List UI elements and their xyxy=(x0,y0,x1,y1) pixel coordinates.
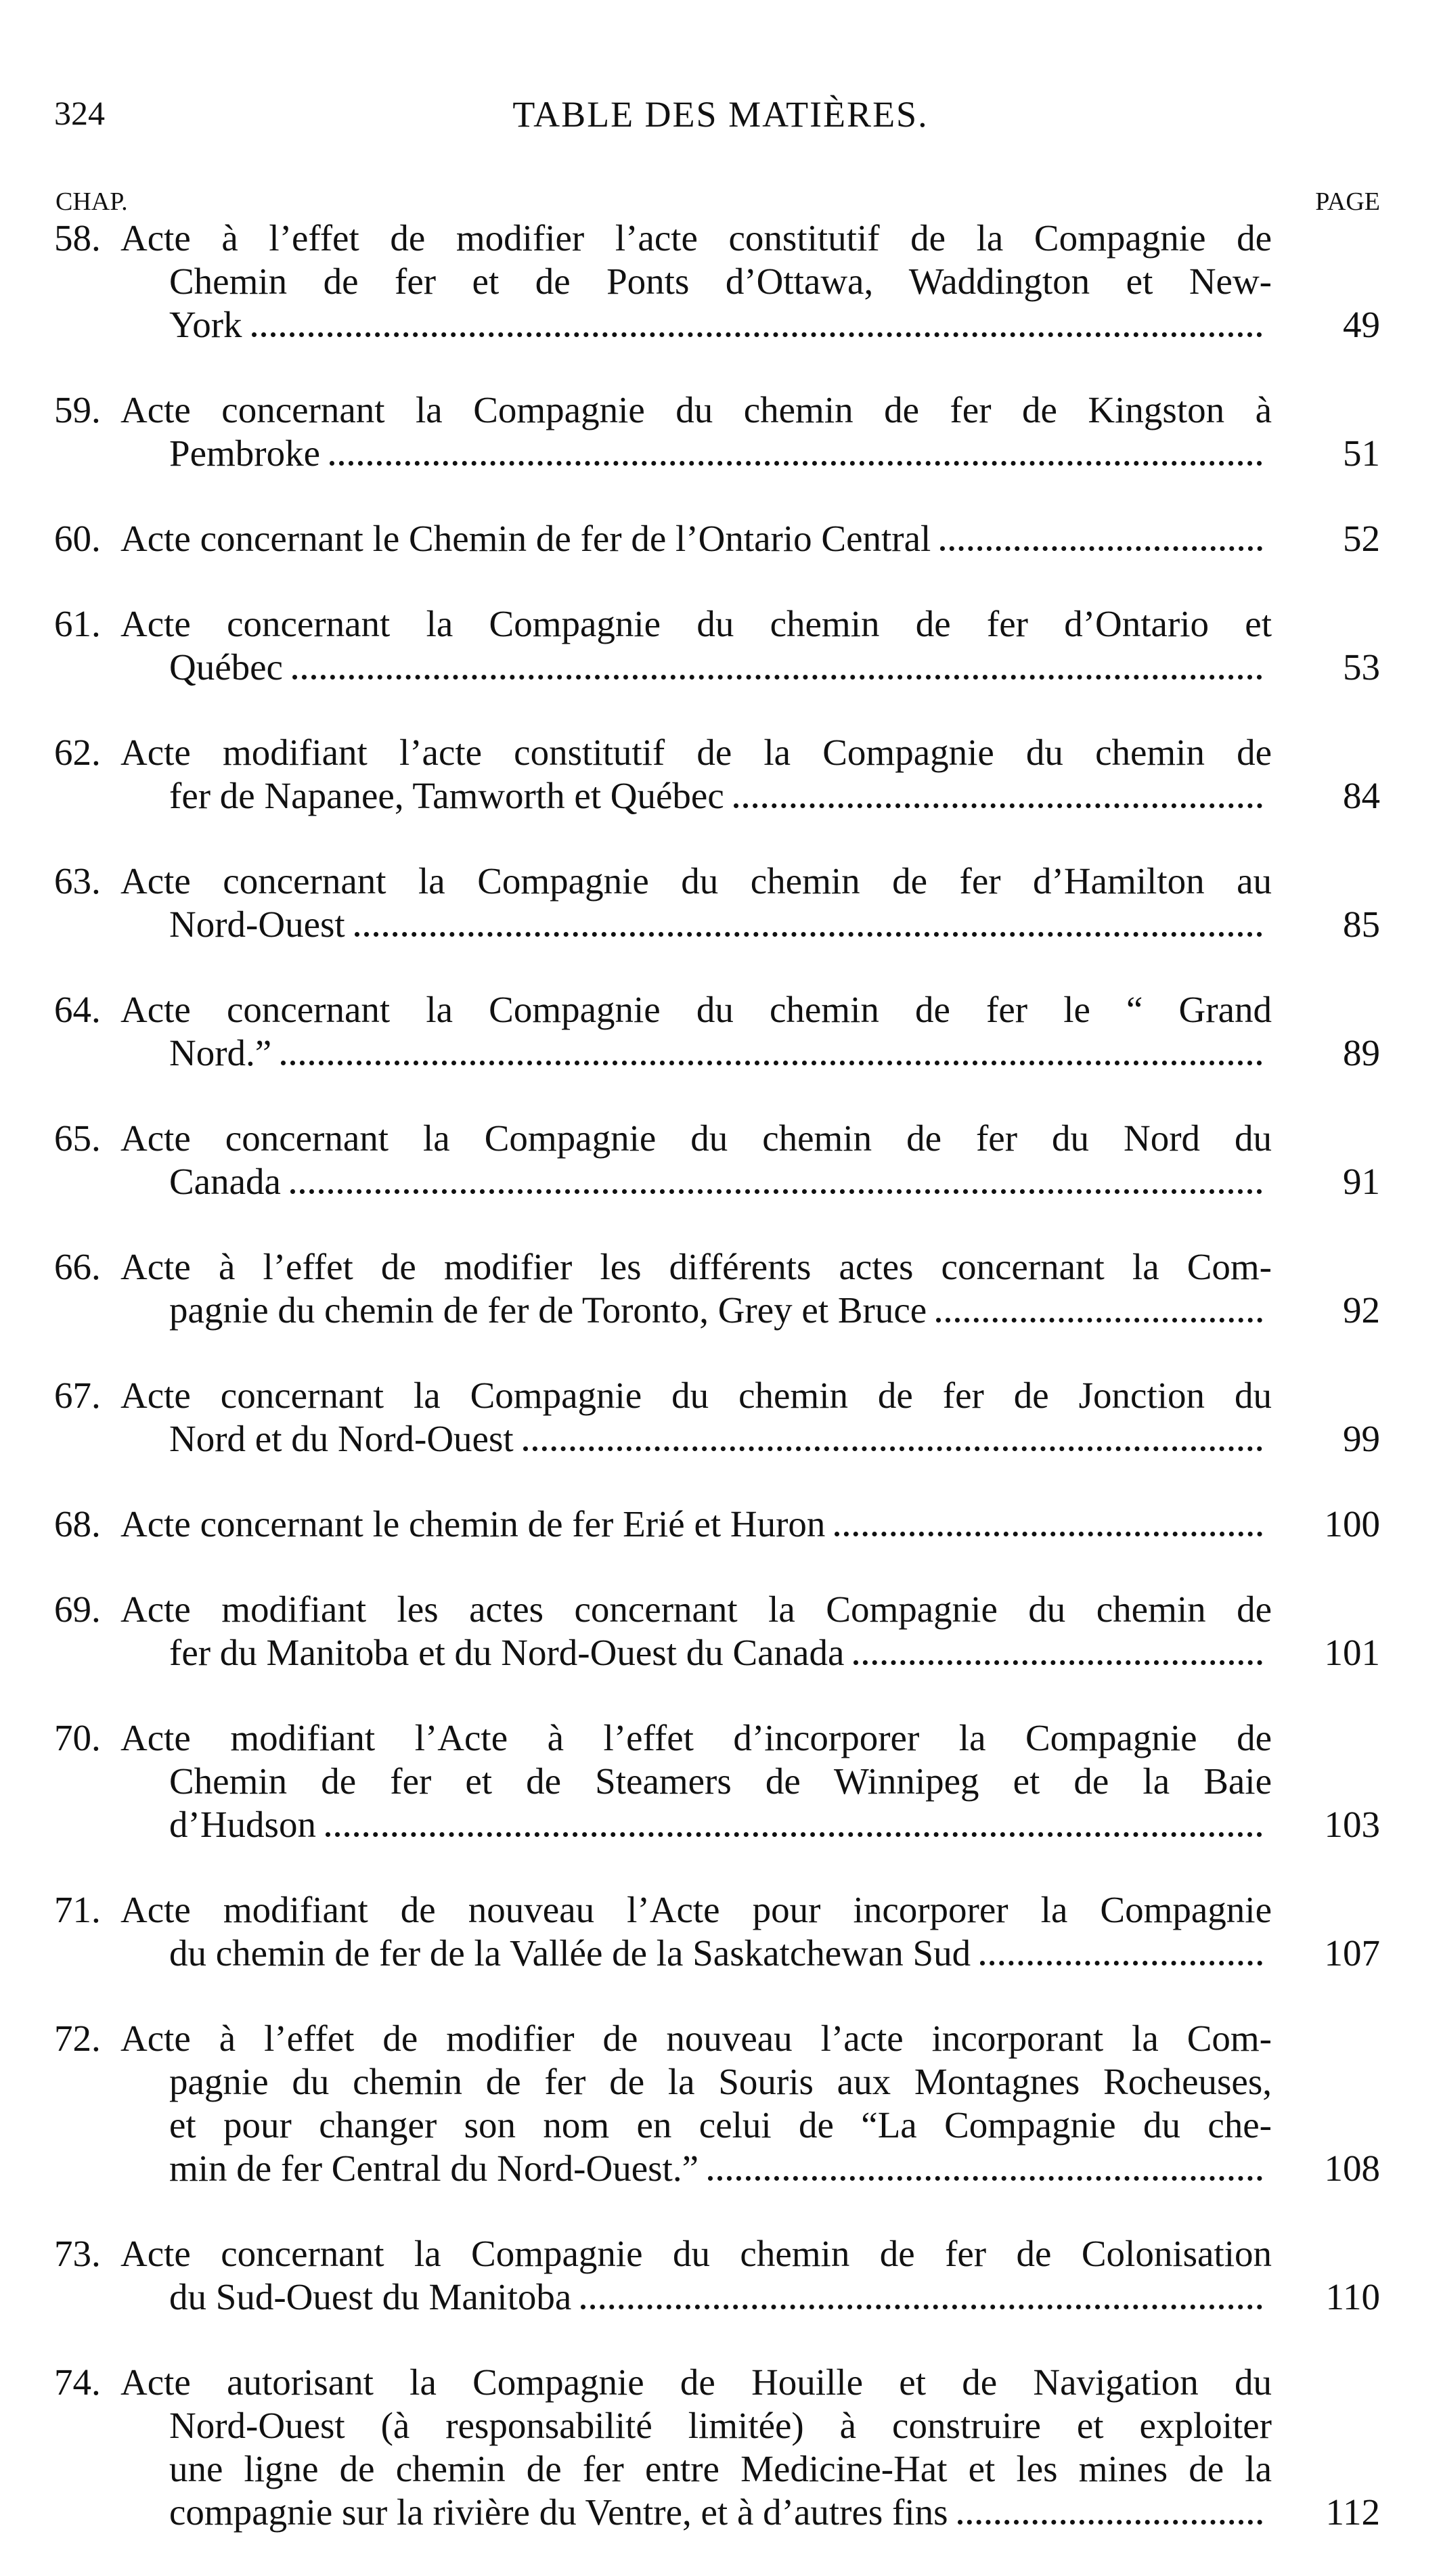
entry-text xyxy=(120,1716,1272,1846)
toc-entry xyxy=(54,1374,1380,1461)
entry-line: Acte concernant la Compagnie du chemin de fer de Kingston à xyxy=(120,389,1272,430)
entry-text xyxy=(120,1117,1272,1203)
entry-last-line xyxy=(169,1031,1272,1075)
dot-leader xyxy=(252,332,1262,337)
entry-last-text: Nord-Ouest xyxy=(169,904,345,945)
toc-entry xyxy=(54,1503,1380,1546)
dot-leader xyxy=(292,675,1262,680)
entry-last-text: du chemin de fer de la Vallée de la Saskatchewan Sud xyxy=(169,1932,971,1974)
chapter-number: 64. xyxy=(54,989,101,1030)
dot-leader xyxy=(940,546,1262,551)
entry-line: Chemin de fer et de Steamers de Winnipeg et de la Baie xyxy=(169,1760,1272,1802)
entry-text xyxy=(120,2232,1272,2319)
chapter-number: 58. xyxy=(54,217,101,259)
chapter-number: 65. xyxy=(54,1117,101,1159)
entry-line: Acte à l’effet de modifier de nouveau l’acte incorporant la Com- xyxy=(120,2018,1272,2059)
entry-last-line xyxy=(169,903,1272,946)
toc-entries xyxy=(54,217,1380,2576)
chapter-number: 72. xyxy=(54,2018,101,2059)
entry-line: une ligne de chemin de fer entre Medicine-Hat et les mines de la xyxy=(169,2448,1272,2489)
entry-last-line xyxy=(169,774,1272,818)
entry-last-line xyxy=(169,1631,1272,1674)
entry-last-line xyxy=(120,1503,1272,1546)
toc-entry xyxy=(54,1117,1380,1203)
toc-entry xyxy=(54,1245,1380,1332)
entry-text xyxy=(120,731,1272,818)
chapter-number: 63. xyxy=(54,860,101,902)
entry-line: Chemin de fer et de Ponts d’Ottawa, Waddington et New- xyxy=(169,261,1272,302)
chapter-number: 59. xyxy=(54,389,101,430)
page-reference: 112 xyxy=(1325,2491,1380,2533)
chap-column-label: CHAP. xyxy=(56,187,128,216)
dot-leader xyxy=(708,2176,1262,2181)
entry-line: et pour changer son nom en celui de “La Compagnie du che- xyxy=(169,2104,1272,2146)
dot-leader xyxy=(290,1189,1262,1194)
page-reference: 89 xyxy=(1343,1032,1380,1073)
chapter-number: 60. xyxy=(54,518,101,559)
entry-last-text: Nord.” xyxy=(169,1032,272,1073)
entry-text xyxy=(120,2361,1272,2534)
entry-line: Acte à l’effet de modifier les différents actes concernant la Com- xyxy=(120,1246,1272,1287)
chapter-number: 71. xyxy=(54,1889,101,1930)
page-reference: 110 xyxy=(1325,2276,1380,2317)
entry-last-line xyxy=(169,303,1272,347)
dot-leader xyxy=(734,803,1262,808)
entry-text xyxy=(120,988,1272,1075)
entry-line: Acte modifiant l’Acte à l’effet d’incorporer la Compagnie de xyxy=(120,1717,1272,1758)
entry-last-text: pagnie du chemin de fer de Toronto, Grey et Bruce xyxy=(169,1289,927,1331)
dot-leader xyxy=(355,932,1262,937)
entry-last-line xyxy=(169,432,1272,475)
page-reference: 49 xyxy=(1343,304,1380,345)
chapter-number: 61. xyxy=(54,603,101,644)
toc-entry xyxy=(54,1716,1380,1846)
entry-line: Acte concernant la Compagnie du chemin de fer de Colonisation xyxy=(120,2233,1272,2274)
entry-last-line xyxy=(169,1932,1272,1975)
chapter-number: 68. xyxy=(54,1503,101,1545)
entry-last-line xyxy=(169,646,1272,689)
dot-leader xyxy=(980,1961,1262,1966)
toc-entry xyxy=(54,2232,1380,2319)
entry-text xyxy=(120,602,1272,689)
chapter-number: 67. xyxy=(54,1375,101,1416)
entry-last-text: Acte concernant le chemin de fer Erié et Huron xyxy=(120,1503,826,1545)
dot-leader xyxy=(326,1832,1262,1837)
entry-text xyxy=(120,860,1272,946)
entry-last-text: Pembroke xyxy=(169,432,321,474)
entry-text xyxy=(120,1374,1272,1461)
toc-entry xyxy=(54,860,1380,946)
page-reference: 91 xyxy=(1343,1161,1380,1202)
entry-last-text: compagnie sur la rivière du Ventre, et à d’autres fins xyxy=(169,2491,948,2533)
toc-entry xyxy=(54,388,1380,475)
entry-last-text: fer de Napanee, Tamworth et Québec xyxy=(169,775,724,816)
entry-last-line xyxy=(169,2491,1272,2534)
page-reference: 108 xyxy=(1324,2148,1380,2189)
entry-last-text: du Sud-Ouest du Manitoba xyxy=(169,2276,572,2317)
chapter-number: 62. xyxy=(54,732,101,773)
entry-last-text: min de fer Central du Nord-Ouest.” xyxy=(169,2148,699,2189)
entry-text xyxy=(120,388,1272,475)
toc-entry xyxy=(54,2017,1380,2190)
page-reference: 51 xyxy=(1343,432,1380,474)
toc-entry xyxy=(54,602,1380,689)
entry-text xyxy=(120,1888,1272,1975)
entry-last-text: d’Hudson xyxy=(169,1804,316,1845)
entry-text xyxy=(120,1503,1272,1546)
entry-text xyxy=(120,217,1272,347)
page-column-label: PAGE xyxy=(1315,187,1380,216)
entry-last-line xyxy=(169,1289,1272,1332)
chapter-number: 70. xyxy=(54,1717,101,1758)
running-title: TABLE DES MATIÈRES. xyxy=(512,94,929,135)
entry-line: Acte concernant la Compagnie du chemin de fer du Nord du xyxy=(120,1117,1272,1159)
dot-leader xyxy=(853,1660,1262,1665)
dot-leader xyxy=(936,1318,1262,1323)
page-reference: 52 xyxy=(1343,518,1380,559)
dot-leader xyxy=(523,1446,1262,1451)
entry-line: Acte à l’effet de modifier l’acte constitutif de la Compagnie de xyxy=(120,217,1272,259)
entry-line: Acte concernant la Compagnie du chemin de fer le “ Grand xyxy=(120,989,1272,1030)
entry-last-text: fer du Manitoba et du Nord-Ouest du Canada xyxy=(169,1632,845,1673)
entry-text xyxy=(120,2017,1272,2190)
entry-last-text: York xyxy=(169,304,242,345)
entry-line: pagnie du chemin de fer de la Souris aux Montagnes Rocheuses, xyxy=(169,2061,1272,2102)
chapter-number: 73. xyxy=(54,2233,101,2274)
dot-leader xyxy=(330,461,1262,466)
entry-line: Acte autorisant la Compagnie de Houille et de Navigation du xyxy=(120,2361,1272,2403)
toc-entry xyxy=(54,217,1380,347)
chapter-number: 66. xyxy=(54,1246,101,1287)
page-reference: 85 xyxy=(1343,904,1380,945)
chapter-number: 69. xyxy=(54,1589,101,1630)
toc-entry xyxy=(54,517,1380,560)
entry-line: Acte modifiant de nouveau l’Acte pour incorporer la Compagnie xyxy=(120,1889,1272,1930)
toc-entry xyxy=(54,1888,1380,1975)
dot-leader xyxy=(835,1532,1262,1536)
toc-entry xyxy=(54,1588,1380,1674)
toc-entry xyxy=(54,988,1380,1075)
entry-line: Acte concernant la Compagnie du chemin de fer d’Hamilton au xyxy=(120,860,1272,902)
entry-text xyxy=(120,517,1272,560)
dot-leader xyxy=(958,2520,1262,2525)
entry-text xyxy=(120,1588,1272,1674)
entry-last-line xyxy=(169,2275,1272,2319)
page-reference: 99 xyxy=(1343,1418,1380,1459)
dot-leader xyxy=(281,1061,1262,1065)
entry-line: Acte concernant la Compagnie du chemin de fer d’Ontario et xyxy=(120,603,1272,644)
entry-last-text: Canada xyxy=(169,1161,281,1202)
chapter-number: 74. xyxy=(54,2361,101,2403)
entry-last-line xyxy=(169,1417,1272,1461)
entry-text xyxy=(120,1245,1272,1332)
page-reference: 103 xyxy=(1324,1804,1380,1845)
entry-last-line xyxy=(169,2147,1272,2190)
entry-last-text: Acte concernant le Chemin de fer de l’Ontario Central xyxy=(120,518,931,559)
page-reference: 53 xyxy=(1343,646,1380,688)
page-reference: 84 xyxy=(1343,775,1380,816)
entry-line: Acte modifiant l’acte constitutif de la Compagnie du chemin de xyxy=(120,732,1272,773)
entry-line: Acte modifiant les actes concernant la Compagnie du chemin de xyxy=(120,1589,1272,1630)
page-reference: 101 xyxy=(1324,1632,1380,1673)
toc-entry xyxy=(54,2361,1380,2534)
entry-line: Acte concernant la Compagnie du chemin de fer de Jonction du xyxy=(120,1375,1272,1416)
entry-last-line xyxy=(169,1160,1272,1203)
toc-entry xyxy=(54,731,1380,818)
entry-last-line xyxy=(169,1803,1272,1846)
entry-line: Nord-Ouest (à responsabilité limitée) à construire et exploiter xyxy=(169,2405,1272,2446)
page-reference: 100 xyxy=(1324,1503,1380,1545)
page-number: 324 xyxy=(54,94,105,132)
dot-leader xyxy=(581,2305,1262,2309)
entry-last-line xyxy=(120,517,1272,560)
page-reference: 107 xyxy=(1324,1932,1380,1974)
entry-last-text: Nord et du Nord-Ouest xyxy=(169,1418,514,1459)
page-reference: 92 xyxy=(1343,1289,1380,1331)
entry-last-text: Québec xyxy=(169,646,283,688)
